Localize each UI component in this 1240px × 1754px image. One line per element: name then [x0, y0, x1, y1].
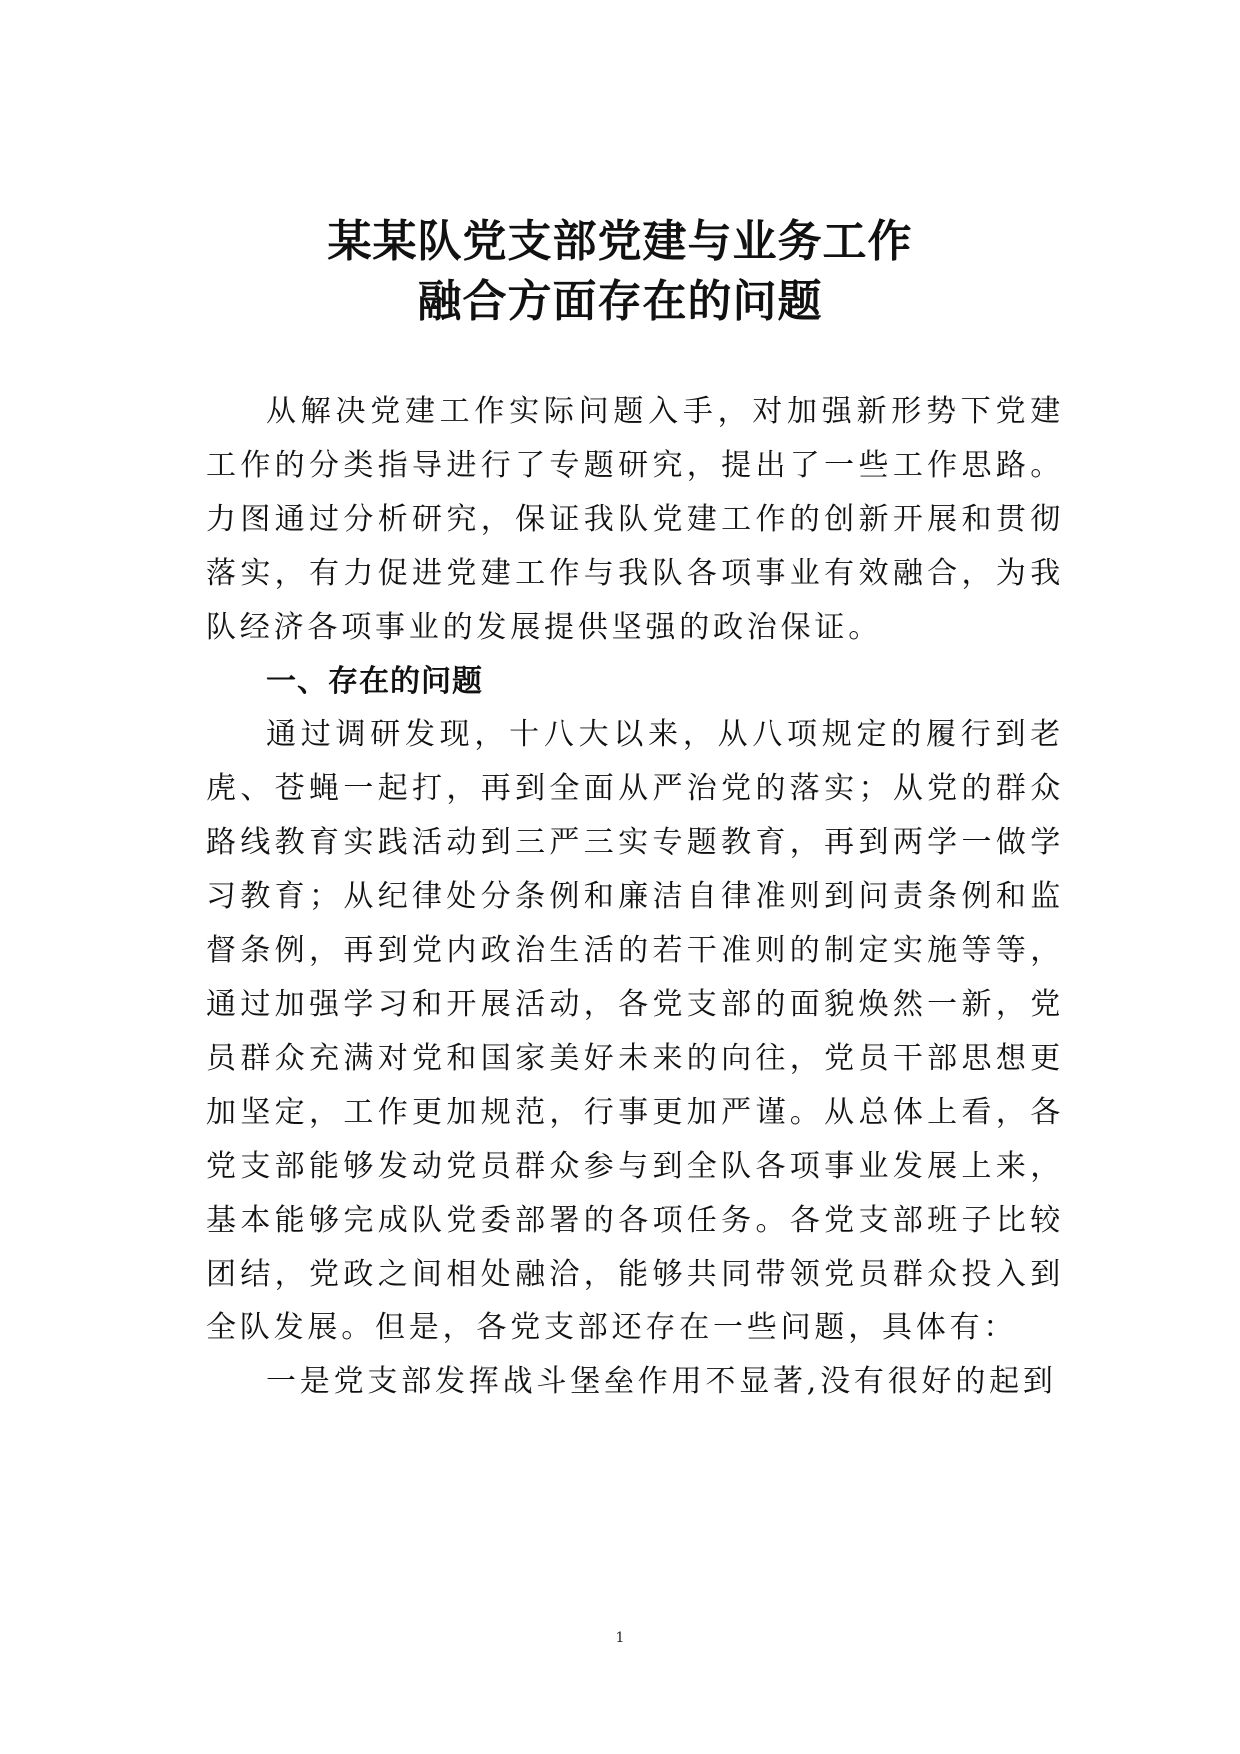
document-title [0, 212, 1240, 332]
document-body [206, 385, 1064, 1409]
title-line-2: 融合方面存在的问题 [417, 276, 823, 327]
section-heading: 一、存在的问题 [266, 663, 483, 699]
title-line-1: 某某队党支部党建与业务工作 [327, 216, 913, 267]
point-paragraph: 一是党支部发挥战斗堡垒作用不显著,没有很好的起到 [266, 1364, 1057, 1400]
intro-paragraph: 从解决党建工作实际问题入手，对加强新形势下党建工作的分类指导进行了专题研究，提出了一些工作思路。力图通过分析研究，保证我队党建工作的创新开展和贯彻落实，有力促进党建工作与我队各项事业有效融合，为我队经济各项事业的发展提供坚强的政治保证。 [206, 394, 1064, 645]
section-paragraph: 通过调研发现，十八大以来，从八项规定的履行到老虎、苍蝇一起打，再到全面从严治党的落实；从党的群众路线教育实践活动到三严三实专题教育，再到两学一做学习教育；从纪律处分条例和廉洁自律准则到问责条例和监督条例，再到党内政治生活的若干准则的制定实施等等，通过加强学习和开展活动，各党支部的面貌焕然一新，党员群众充满对党和国家美好未来的向往，党员干部思想更加坚定，工作更加规范，行事更加严谨。从总体上看，各党支部能够发动党员群众参与到全队各项事业发展上来，基本能够完成队党委部署的各项任务。各党支部班子比较团结，党政之间相处融洽，能够共同带领党员群众投入到全队发展。但是，各党支部还存在一些问题，具体有： [206, 717, 1064, 1346]
page-number: 1 [615, 1630, 625, 1646]
